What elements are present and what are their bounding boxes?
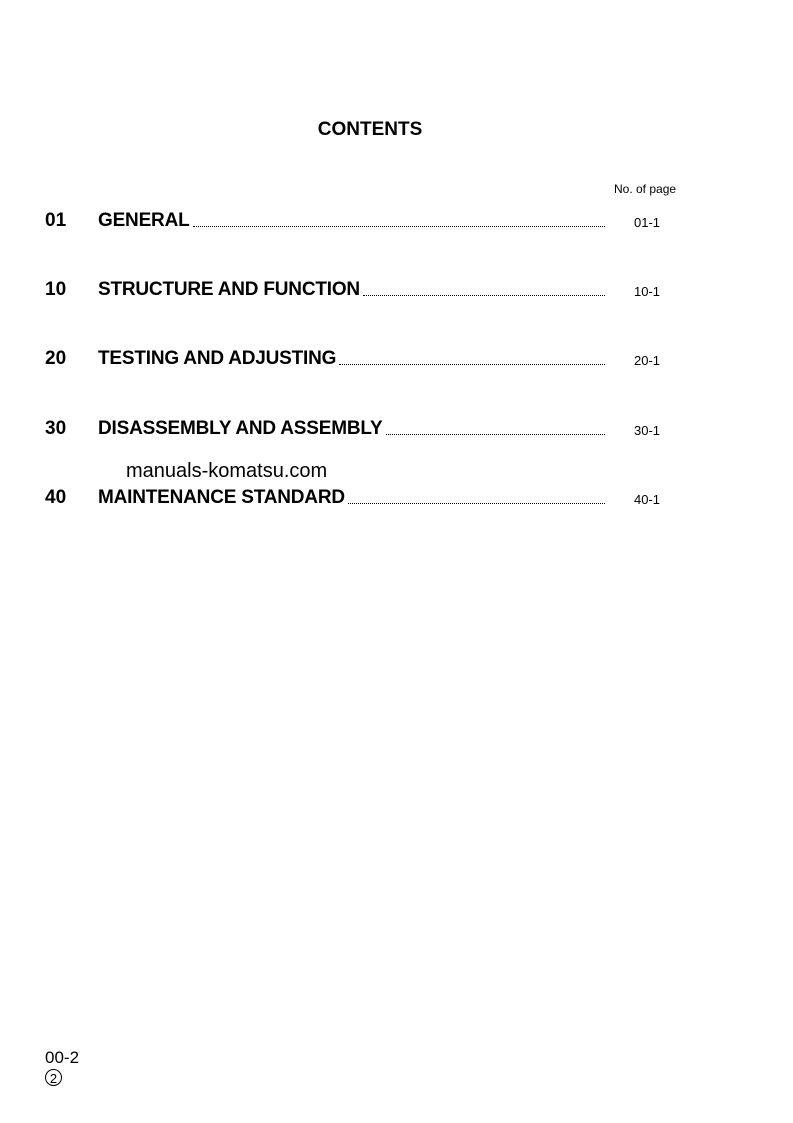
toc-entry[interactable] <box>45 208 605 232</box>
section-title: STRUCTURE AND FUNCTION <box>98 279 360 300</box>
toc-entry[interactable] <box>45 277 605 301</box>
page-title: CONTENTS <box>317 119 423 140</box>
section-number: 01 <box>45 210 67 231</box>
toc-entry[interactable] <box>45 416 605 440</box>
page-reference: 20-1 <box>634 353 661 368</box>
footer-page-number: 00-2 <box>45 1048 80 1067</box>
page-reference: 40-1 <box>634 492 661 507</box>
page-reference: 10-1 <box>634 284 661 299</box>
section-number: 20 <box>45 348 67 369</box>
dot-leader <box>386 434 606 435</box>
toc-entry[interactable] <box>45 485 605 509</box>
section-number: 30 <box>45 418 67 439</box>
section-title: GENERAL <box>98 210 190 231</box>
dot-leader <box>193 226 606 227</box>
section-title: DISASSEMBLY AND ASSEMBLY <box>98 418 383 439</box>
revision-mark: 2 <box>45 1069 62 1086</box>
toc-entry[interactable] <box>45 346 605 370</box>
page-reference: 30-1 <box>634 423 661 438</box>
section-title: TESTING AND ADJUSTING <box>98 348 337 369</box>
watermark: manuals-komatsu.com <box>126 460 328 482</box>
dot-leader <box>348 503 605 504</box>
section-number: 40 <box>45 487 67 508</box>
section-title: MAINTENANCE STANDARD <box>98 487 345 508</box>
dot-leader <box>363 295 605 296</box>
dot-leader <box>339 364 605 365</box>
section-number: 10 <box>45 279 67 300</box>
no-of-page-header: No. of page <box>614 182 677 196</box>
page-reference: 01-1 <box>634 215 661 230</box>
